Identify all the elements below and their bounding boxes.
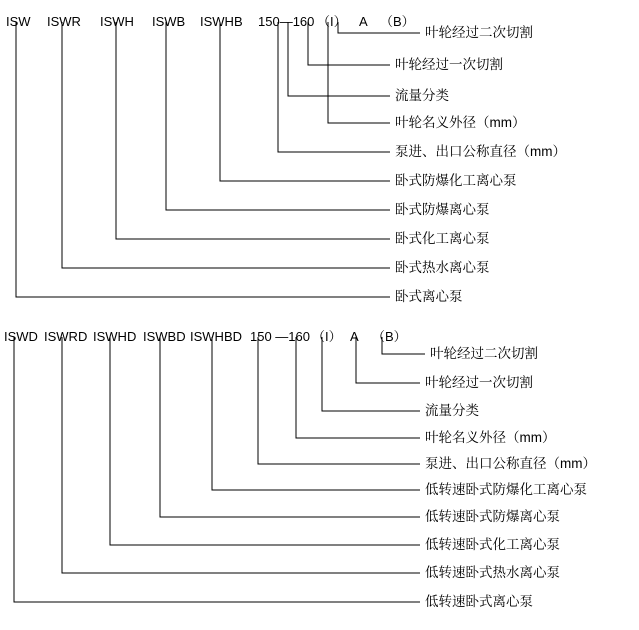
code-token: ISWR	[47, 14, 81, 29]
code-token: ISWD	[4, 329, 38, 344]
code-token: 150 —160	[250, 329, 310, 344]
code-token: （I）	[317, 14, 347, 29]
description-label: 泵进、出口公称直径（mm）	[395, 144, 566, 159]
description-label: 卧式化工离心泵	[395, 231, 490, 246]
leader-line	[14, 337, 420, 602]
description-label: 卧式热水离心泵	[395, 260, 490, 275]
leader-line	[322, 337, 420, 411]
code-token: ISWBD	[143, 329, 186, 344]
leader-line	[328, 22, 390, 123]
code-token: ISWHD	[93, 329, 137, 344]
description-label: 低转速卧式离心泵	[425, 594, 533, 609]
description-label: 流量分类	[395, 88, 449, 103]
leader-line	[212, 337, 420, 490]
code-token: A	[350, 329, 359, 344]
description-label: 卧式防爆化工离心泵	[395, 173, 517, 188]
code-token: 150—160	[258, 14, 315, 29]
description-label: 叶轮经过二次切割	[425, 25, 533, 40]
description-label: 叶轮经过二次切割	[430, 346, 538, 361]
description-label: 叶轮名义外径（mm）	[425, 430, 556, 445]
code-token: ISWHB	[200, 14, 243, 29]
leader-line	[166, 22, 390, 210]
description-label: 低转速卧式化工离心泵	[425, 537, 560, 552]
code-token: ISWRD	[44, 329, 88, 344]
code-token: ISWH	[100, 14, 134, 29]
leader-line	[288, 22, 390, 96]
description-label: 叶轮经过一次切割	[395, 57, 503, 72]
description-label: 低转速卧式热水离心泵	[425, 565, 560, 580]
code-token: ISWB	[152, 14, 186, 29]
leader-line	[62, 22, 390, 268]
description-label: 低转速卧式防爆离心泵	[425, 509, 560, 524]
code-token: A	[359, 14, 368, 29]
leader-line	[16, 22, 390, 297]
leader-line	[278, 22, 390, 152]
description-label: 流量分类	[425, 403, 479, 418]
description-label: 叶轮经过一次切割	[425, 375, 533, 390]
leader-line	[258, 337, 420, 464]
code-token: ISWHBD	[190, 329, 242, 344]
code-token: （B）	[372, 329, 407, 344]
code-token: （B）	[380, 14, 415, 29]
description-label: 低转速卧式防爆化工离心泵	[425, 482, 587, 497]
code-token: ISW	[6, 14, 31, 29]
leader-line	[220, 22, 390, 181]
leader-line	[62, 337, 420, 573]
leader-line	[296, 337, 420, 438]
leader-line	[110, 337, 420, 545]
leader-line	[116, 22, 390, 239]
description-label: 卧式离心泵	[395, 289, 463, 304]
description-label: 泵进、出口公称直径（mm）	[425, 456, 596, 471]
description-label: 叶轮名义外径（mm）	[395, 115, 526, 130]
description-label: 卧式防爆离心泵	[395, 202, 490, 217]
code-token: （I）	[312, 329, 342, 344]
leader-line	[160, 337, 420, 517]
